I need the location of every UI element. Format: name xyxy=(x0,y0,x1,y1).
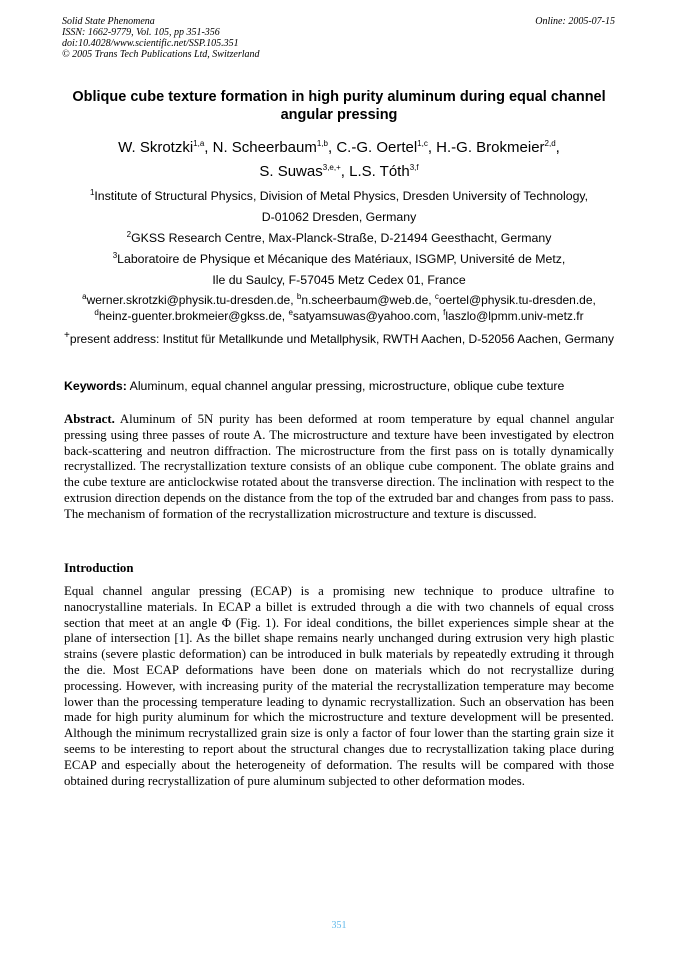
paper-title: Oblique cube texture formation in high purity aluminum during equal channel angular pressing xyxy=(72,89,606,123)
abstract xyxy=(64,412,614,523)
keywords-text: Aluminum, equal channel angular pressing, microstructure, oblique cube texture xyxy=(126,379,565,393)
doi: doi:10.4028/www.scientific.net/SSP.105.351 xyxy=(62,38,239,49)
author-sup: 2,d xyxy=(544,139,556,148)
abstract-label: Abstract. xyxy=(64,412,115,426)
online-date: Online: 2005-07-15 xyxy=(535,16,615,27)
journal-name: Solid State Phenomena xyxy=(62,16,155,27)
affiliation-text: Ile du Saulcy, F-57045 Metz Cedex 01, France xyxy=(212,273,466,287)
author-sup: 1,c xyxy=(417,139,428,148)
email-sup: a xyxy=(82,292,87,301)
email-sup: d xyxy=(94,308,99,317)
affiliation-3 xyxy=(64,249,614,291)
author-name: , N. Scheerbaum xyxy=(204,139,317,156)
author-sup: 3,e,+ xyxy=(322,163,341,172)
section-heading: Introduction xyxy=(64,561,134,575)
affiliation-sup: 1 xyxy=(89,187,95,197)
email-sup: c xyxy=(434,292,439,301)
affiliation-text: Institute of Structural Physics, Division of Metal Physics, Dresden University of Technology, xyxy=(94,189,589,203)
affiliation-text: GKSS Research Centre, Max-Planck-Straße, D-21494 Geesthacht, Germany xyxy=(131,231,552,245)
email-sup: f xyxy=(443,308,446,317)
author-name: S. Suwas xyxy=(259,163,323,180)
affiliation-2 xyxy=(64,228,614,249)
email-address[interactable]: n.scheerbaum@web.de, xyxy=(301,293,435,307)
author-sup: 3,f xyxy=(409,163,419,172)
affiliation-1 xyxy=(64,186,614,228)
present-address-text: present address: Institut für Metallkunde und Metallphysik, RWTH Aachen, D-52056 Aachen, Germany xyxy=(69,332,614,346)
journal-header xyxy=(62,16,260,60)
introduction-text: Equal channel angular pressing (ECAP) is a promising new technique to produce ultrafine to nanocrystalline materials. In ECAP a billet is extruded through a die with two channels of equal cross section that meet at an angle Φ (Fig. 1). For ideal conditions, the billet experiences simple shear at the plane of intersection [1]. As the billet shape remains nearly unchanged during extrusion very high plastic strains (severe plastic deformation) can be introduced in bulk materials by repeatedly extruding it through the die. Most ECAP deformations have been done on materials which do not recrystallize during processing. However, with increasing purity of the material the recrystallization temperature may become lower than the processing temperature leading to dynamic recrystallization. Such an observation has been made for high purity aluminum for which the microstructure and texture development will be presented. Although the minimum recrystallized grain size is only a factor of four lower than the starting grain size it seems to be interesting to report about the structural changes due to recrystallization taking place during ECAP and especially about the heterogeneity of deformation. The results will be compared with those obtained during recrystallization of pure aluminum subjected to other deformation modes. xyxy=(64,584,614,788)
email-sup: e xyxy=(288,308,293,317)
email-sup: b xyxy=(296,292,302,301)
email-address[interactable]: satyamsuwas@yahoo.com, xyxy=(292,309,444,323)
author-name: W. Skrotzki xyxy=(118,139,194,156)
present-address xyxy=(64,328,614,347)
abstract-text: Aluminum of 5N purity has been deformed at room temperature by equal channel angular pressing using three passes of route A. The microstructure and texture have been investigated by electron back-scattering and neutron diffraction. The microstructure from the first pass on is totally dynamically recrystallized. The recrystallization texture consists of an oblique cube component. The oblate grains and the cube texture are anticlockwise rotated about the transverse direction. The inclination with respect to the extrusion direction depends on the distance from the top of the extruded bar and changes from pass to pass. The mechanism of formation of the recrystallization microstructure and texture is discussed. xyxy=(64,412,614,521)
author-sup: 1,a xyxy=(193,139,205,148)
affiliation-text: D-01062 Dresden, Germany xyxy=(261,210,417,224)
author-separator: , xyxy=(555,139,560,156)
keywords-label: Keywords: xyxy=(64,379,127,393)
author-name: , C.-G. Oertel xyxy=(327,139,418,156)
email-address[interactable]: laszlo@lpmm.univ-metz.fr xyxy=(445,309,584,323)
page-number: 351 xyxy=(331,920,347,931)
author-name: , H.-G. Brokmeier xyxy=(427,139,545,156)
copyright: © 2005 Trans Tech Publications Ltd, Switzerland xyxy=(62,49,260,60)
author-sup: 1,b xyxy=(316,139,328,148)
keywords xyxy=(64,378,614,394)
email-address[interactable]: oertel@physik.tu-dresden.de, xyxy=(438,293,596,307)
author-list xyxy=(64,136,614,184)
email-address[interactable]: heinz-guenter.brokmeier@gkss.de, xyxy=(98,309,289,323)
affiliation-text: Laboratoire de Physique et Mécanique des Matériaux, ISGMP, Université de Metz, xyxy=(117,252,566,266)
affiliation-sup: 3 xyxy=(112,250,118,260)
issn: ISSN: 1662-9779, Vol. 105, pp 351-356 xyxy=(62,27,220,38)
affiliation-sup: 2 xyxy=(126,229,132,239)
present-address-sup: + xyxy=(64,330,70,341)
email-address[interactable]: werner.skrotzki@physik.tu-dresden.de, xyxy=(86,293,297,307)
email-list xyxy=(64,292,614,324)
author-name: , L.S. Tóth xyxy=(340,163,410,180)
